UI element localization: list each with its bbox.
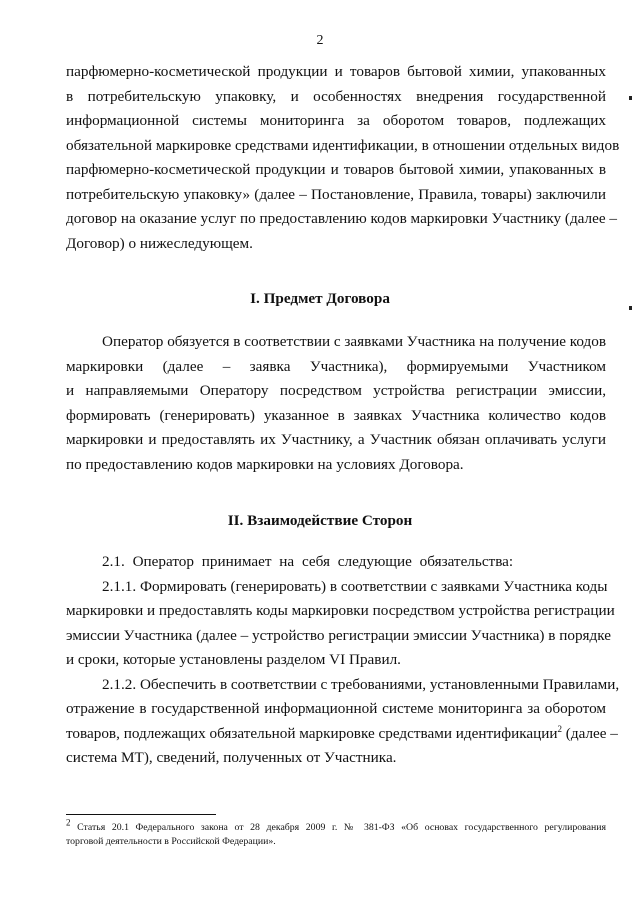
text-line: Договор) о нижеследующем. [66,234,253,252]
text-line: потребительскую упаковку» (далее – Постановление, Правила, товары) заключили [66,185,606,203]
text-line: формировать (генерировать) указанное в заявках Участника количество кодов [66,406,606,424]
text-line: маркировки и предоставлять коды маркировки посредством устройства регистрации [66,602,615,619]
text-line: в потребительскую упаковку, и особенностях внедрения государственной [66,87,606,105]
text-line: по предоставлению кодов маркировки на условиях Договора. [66,455,464,473]
text-line: эмиссии Участника (далее – устройство регистрации эмиссии Участника) в порядке [66,626,611,644]
footnote-text: Статья 20.1 Федерального закона от 28 декабря 2009 г. № 381-ФЗ «Об основах государственного регулирования [70,822,606,833]
text-line: информационной системы мониторинга за оборотом товаров, подлежащих [66,112,606,129]
text-line: 2.1.2. Обеспечить в соответствии с требованиями, установленными Правилами, [102,675,620,693]
section-heading-subject: I. Предмет Договора [250,290,390,307]
text-line: обязательной маркировке средствами идентификации, в отношении отдельных видов [66,136,620,154]
text-line: и направляемыми Оператору посредством устройства регистрации эмиссии, [66,382,606,399]
interaction-clauses [66,550,620,771]
section-heading-interaction: II. Взаимодействие Сторон [227,512,413,529]
footnote-divider [66,814,216,815]
scan-mark [629,96,632,100]
text-line: маркировки и предоставлять их Участнику, а Участник обязан оплачивать услуги [66,431,606,448]
page-number: 2 [316,33,324,48]
text-line [66,722,618,747]
text-line: парфюмерно-косметической продукции и товаров бытовой химии, упакованных в [66,161,606,178]
subject-paragraph [66,330,606,477]
clause-2-1: 2.1. Оператор принимает на себя следующие обязательства: [102,553,514,570]
text-line: отражение в государственной информационной системе мониторинга за оборотом [66,700,606,717]
scan-mark [629,306,632,310]
footnote-line: торговой деятельности в Российской Федерации». [66,836,276,847]
footnote [66,817,606,849]
footnote-marker: 2 [66,817,71,828]
text-fragment: товаров, подлежащих обязательной маркировке средствами идентификации [66,724,558,742]
text-line: Оператор обязуется в соответствии с заявками Участника на получение кодов [102,333,606,350]
footnote-line [66,817,606,835]
text-line: договор на оказание услуг по предоставлению кодов маркировки Участнику (далее – [66,210,617,227]
text-line: система МТ), сведений, полученных от Участника. [66,749,397,766]
text-line: и сроки, которые установлены разделом VI Правил. [66,651,401,668]
text-line: 2.1.1. Формировать (генерировать) в соответствии с заявками Участника коды [102,577,608,595]
text-line: парфюмерно-косметической продукции и товаров бытовой химии, упакованных [66,63,606,80]
intro-paragraph [66,60,620,256]
footnote-reference: 2 [557,723,562,734]
text-line: маркировки (далее – заявка Участника), формируемыми Участником [66,357,606,375]
text-fragment: (далее – [561,724,618,742]
